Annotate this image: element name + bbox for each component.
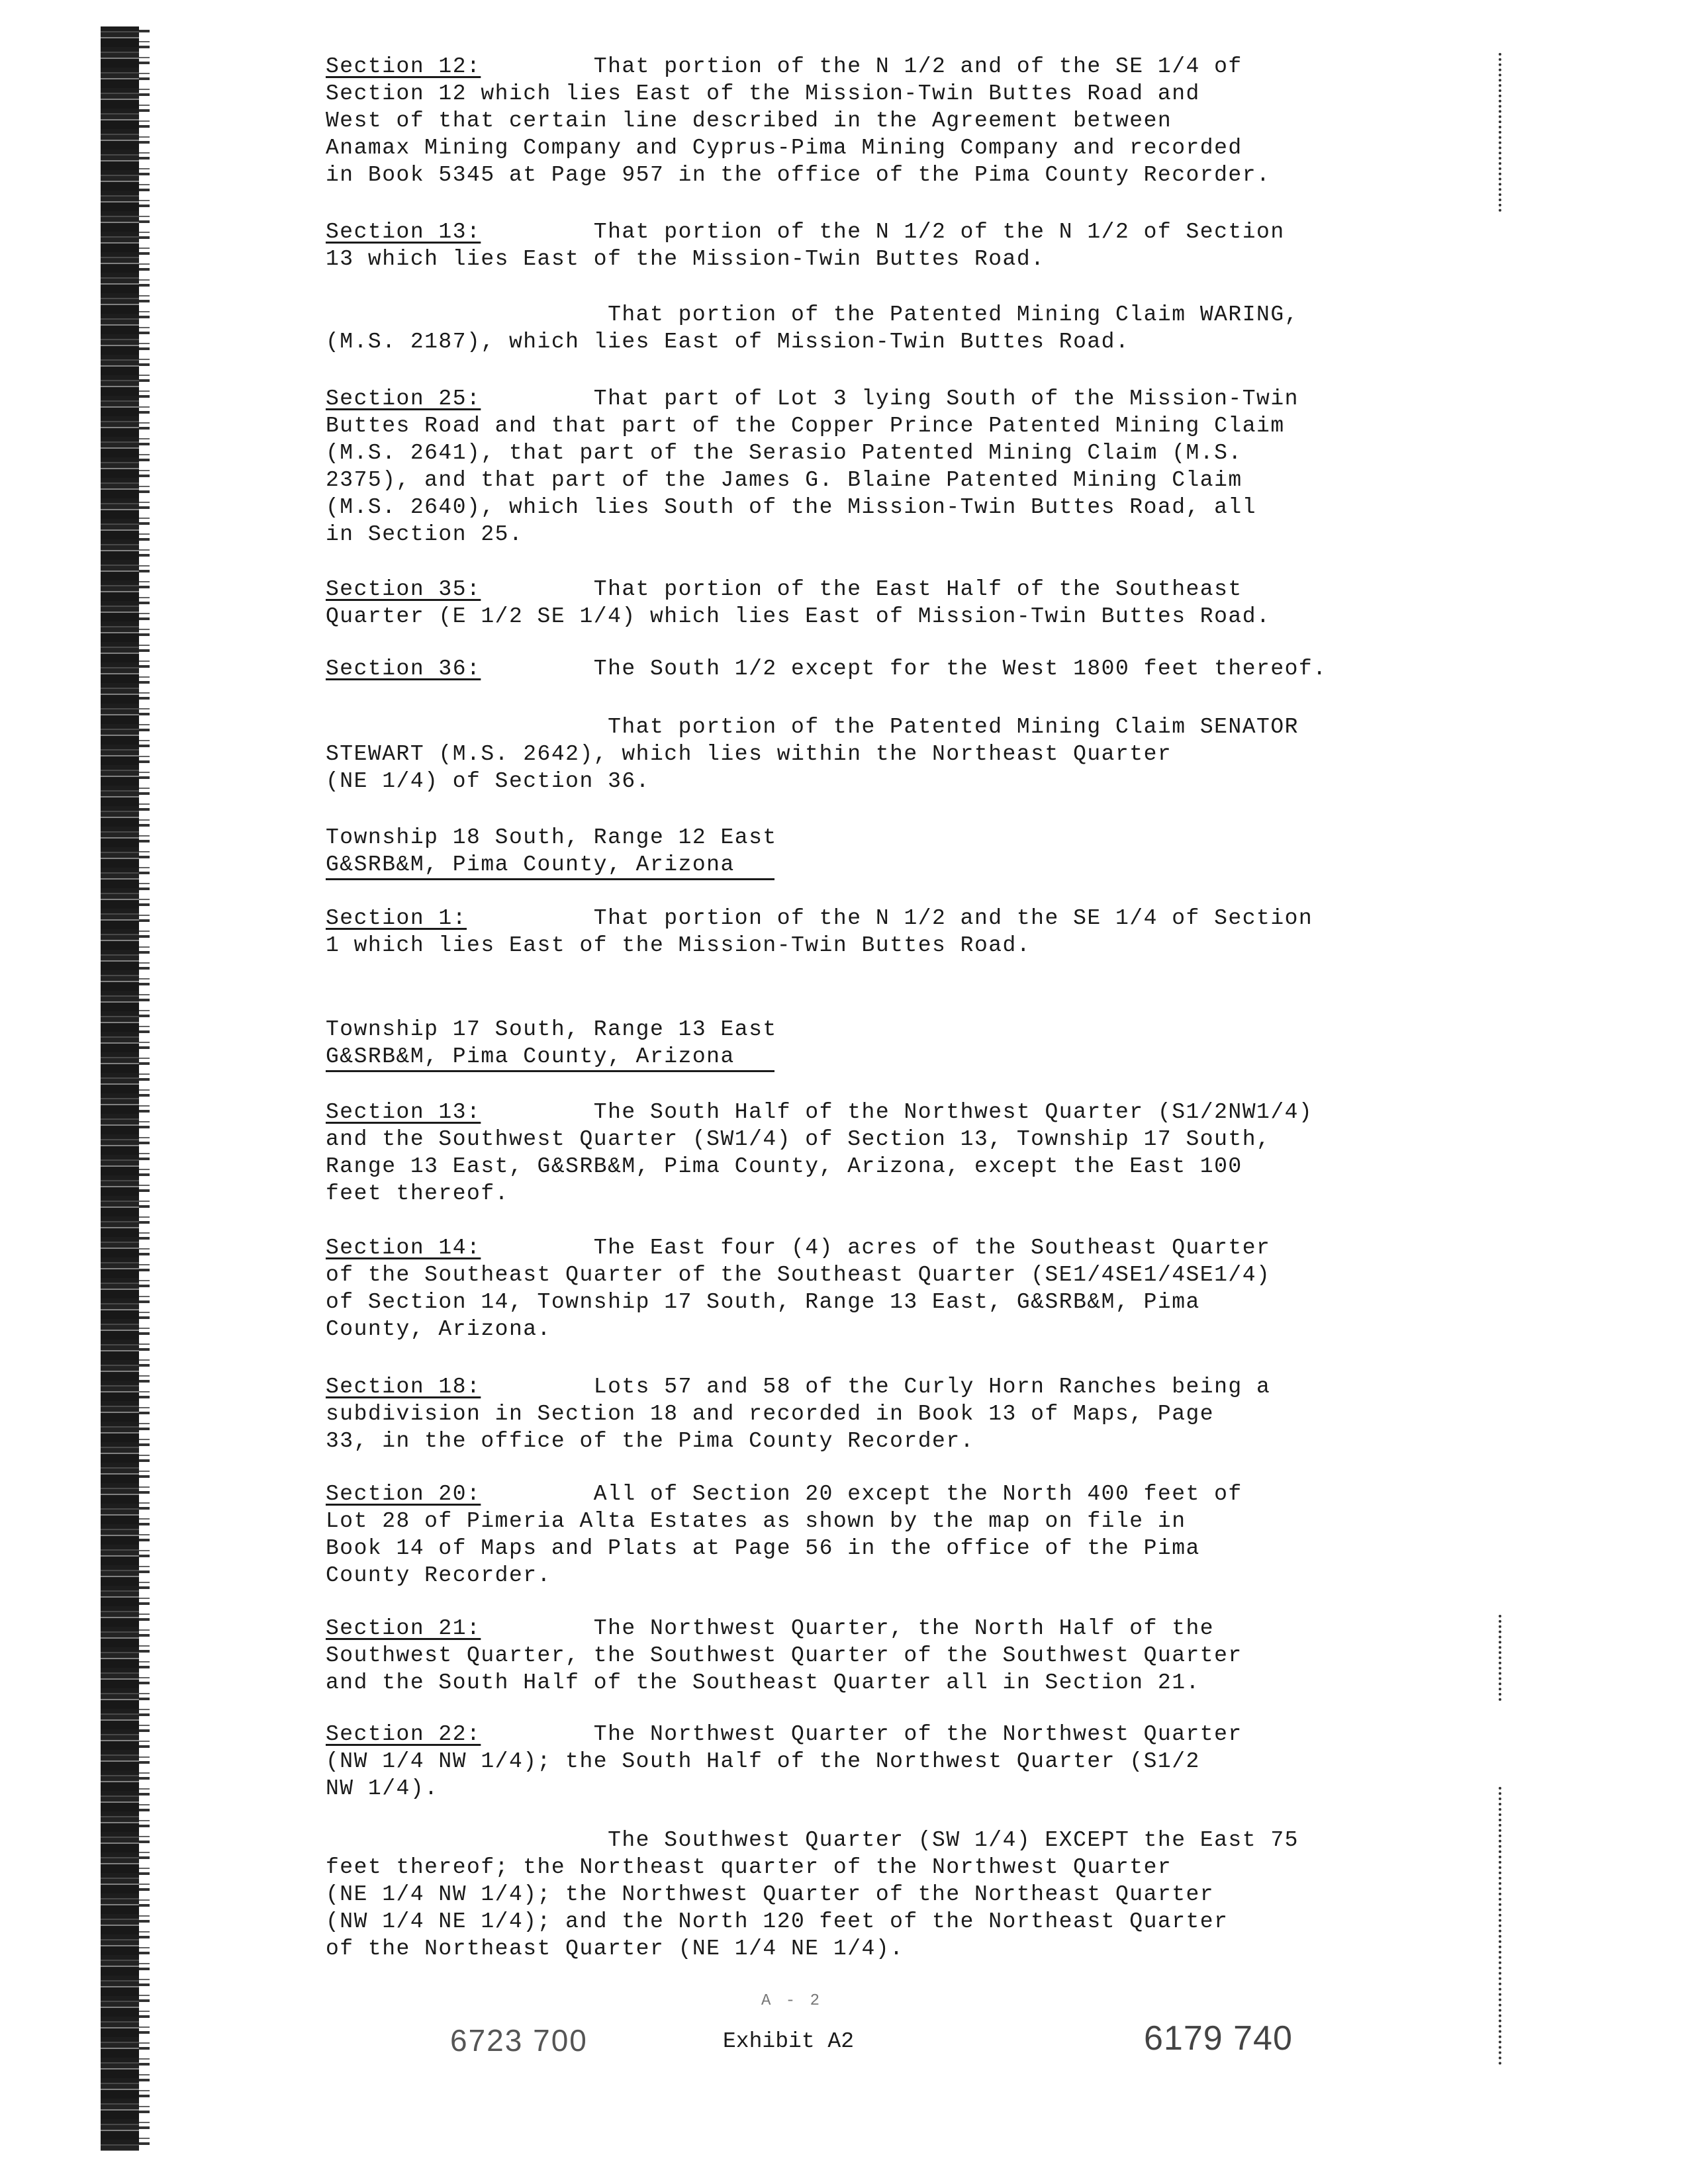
paragraph-text: That portion of the Patented Mining Claim SENATOR STEWART (M.S. 2642), which lies within the Northeast Quarter (NE 1/4) of Section 36. [326,715,1299,794]
section-label: Section 1: [326,906,467,931]
legal-paragraph [326,576,1464,630]
paragraph-text: That part of Lot 3 lying South of the Mission-Twin Buttes Road and that part of the Copper Prince Patented Mining Claim (M.S. 2641), that part of the Serasio Patented Mining Claim (M.S. 2375), and that part of the James G. Blaine Patented Mining Claim (M.S. 2640), which lies South of the Mission-Twin Buttes Road, all in Section 25. [326,387,1299,547]
township-line: Township 17 South, Range 13 East [326,1017,777,1042]
paragraph-text: The East four (4) acres of the Southeast Quarter of the Southeast Quarter of the Southeast Quarter (SE1/4SE1/4SE1/4) of Section 14, Township 17 South, Range 13 East, G&SRB&M, Pima County, Arizona. [326,1236,1271,1342]
paragraph-text: The Northwest Quarter of the Northwest Quarter (NW 1/4 NW 1/4); the South Half of the Northwest Quarter (S1/2 NW 1/4). [326,1722,1243,1801]
section-label: Section 12: [326,54,481,79]
meridian-line: G&SRB&M, Pima County, Arizona [326,851,774,880]
paragraph-text: The Southwest Quarter (SW 1/4) EXCEPT the East 75 feet thereof; the Northeast quarter of the Northwest Quarter (NE 1/4 NW 1/4); the Northwest Quarter of the Northeast Quarter (NW 1/4 NE 1/4); and the North 120 feet of the Northeast Quarter of the Northeast Quarter (NE 1/4 NE 1/4). [326,1828,1299,1961]
section-label: Section 14: [326,1236,481,1260]
township-heading [326,824,1186,880]
legal-paragraph [326,1234,1464,1343]
recording-stamp-right: 6179 740 [1144,2019,1293,2058]
paragraph-text: All of Section 20 except the North 400 feet of Lot 28 of Pimeria Alta Estates as shown by the map on file in Book 14 of Maps and Plats at Page 56 in the office of the Pima County Recorder. [326,1482,1243,1588]
section-label: Section 35: [326,577,481,602]
paragraph-text: That portion of the N 1/2 and the SE 1/4 of Section 1 which lies East of the Mission-Twin Buttes Road. [326,906,1313,958]
legal-paragraph [326,1099,1464,1207]
section-label: Section 22: [326,1722,481,1747]
legal-paragraph [326,1480,1464,1589]
scan-speckle-mark [1499,1787,1507,2065]
township-heading [326,1016,1186,1072]
legal-paragraph [326,301,1464,355]
paragraph-text: That portion of the Patented Mining Claim WARING, (M.S. 2187), which lies East of Mission-Twin Buttes Road. [326,302,1299,354]
scanned-binding-edge [101,26,147,2151]
paragraph-text: That portion of the N 1/2 of the N 1/2 of Section 13 which lies East of the Mission-Twin Buttes Road. [326,220,1285,271]
scan-speckle-mark [1499,53,1507,212]
legal-paragraph [326,53,1464,189]
paragraph-text: That portion of the N 1/2 and of the SE 1/4 of Section 12 which lies East of the Mission-Twin Buttes Road and West of that certain line described in the Agreement between Anamax Mining Company and Cyprus-Pima Mining Company and recorded in Book 5345 at Page 957 in the office of the Pima County Recorder. [326,54,1271,187]
section-label: Section 21: [326,1616,481,1641]
section-label: Section 13: [326,1100,481,1124]
page-number: A - 2 [761,1992,823,2010]
section-label: Section 13: [326,220,481,244]
section-label: Section 20: [326,1482,481,1506]
legal-paragraph [326,655,1464,682]
legal-paragraph [326,1721,1464,1802]
exhibit-label: Exhibit A2 [723,2029,855,2054]
legal-paragraph [326,218,1464,273]
legal-paragraph [326,905,1464,959]
recording-stamp-left: 6723 700 [450,2023,588,2058]
legal-paragraph [326,1373,1464,1455]
scan-speckle-mark [1499,1615,1507,1701]
paragraph-text: That portion of the East Half of the Southeast Quarter (E 1/2 SE 1/4) which lies East of Mission-Twin Buttes Road. [326,577,1271,629]
legal-paragraph [326,1615,1464,1696]
paragraph-text: The South 1/2 except for the West 1800 feet thereof. [481,657,1327,681]
legal-paragraph [326,385,1464,548]
paragraph-text: Lots 57 and 58 of the Curly Horn Ranches being a subdivision in Section 18 and recorded in Book 13 of Maps, Page 33, in the office of the Pima County Recorder. [326,1375,1271,1453]
legal-paragraph [326,713,1464,795]
legal-paragraph [326,1827,1464,1962]
section-label: Section 18: [326,1375,481,1399]
paragraph-text: The Northwest Quarter, the North Half of the Southwest Quarter, the Southwest Quarter of the Southwest Quarter and the South Half of the Southeast Quarter all in Section 21. [326,1616,1243,1695]
paragraph-text: The South Half of the Northwest Quarter (S1/2NW1/4) and the Southwest Quarter (SW1/4) of Section 13, Township 17 South, Range 13 East, G&SRB&M, Pima County, Arizona, except the East 100 feet thereof. [326,1100,1313,1206]
township-line: Township 18 South, Range 12 East [326,825,777,850]
meridian-line: G&SRB&M, Pima County, Arizona [326,1043,774,1072]
section-label: Section 25: [326,387,481,411]
section-label: Section 36: [326,657,481,681]
